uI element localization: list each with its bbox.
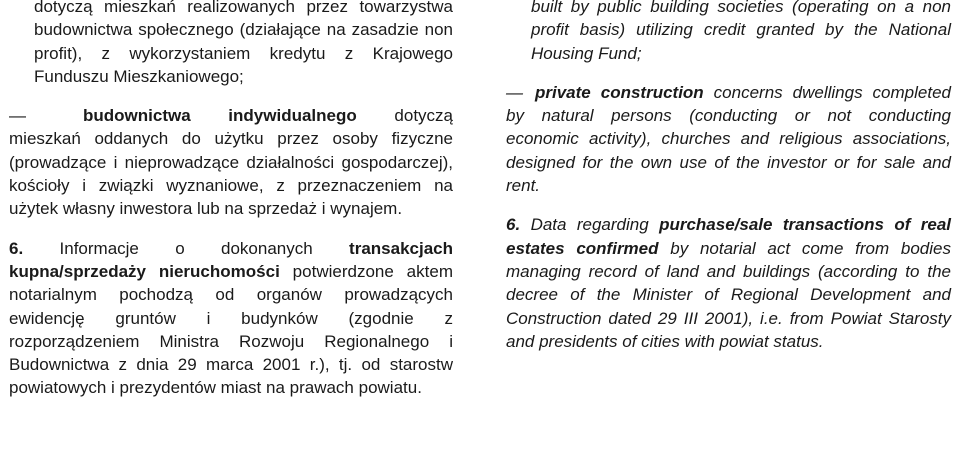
polish-dash-marker: — — [9, 106, 26, 126]
english-item-number: 6. — [506, 215, 521, 235]
polish-transactions-text-b: potwierdzone aktem notarialnym pochodzą od organów prowadzących ewidencję gruntów i budynków (zgodnie z rozporządzeniem Ministra Rozwoju Regionalnego i Budownictwa z dnia 29 marca 2001 r.), tj. od starostw powiatowych i prezydentów miast na prawach powiatu. — [9, 261, 453, 398]
english-paragraph-social-housing-text: built by public building societies (operating on a non profit basis) utilizing credit granted by the National Housing Fund; — [531, 0, 951, 63]
polish-paragraph-individual-construction — [9, 104, 453, 220]
polish-individual-construction-text: dotyczą mieszkań oddanych do użytku przez osoby fizyczne (prowadzące i nieprowadzące działalności gospodarczej), kościoły i związki wyznaniowe, z przeznaczeniem na użytek własny inwestora lub na sprzedaż i wynajem. — [9, 106, 453, 219]
english-column — [506, 0, 951, 353]
english-paragraph-private-construction — [506, 81, 951, 197]
english-paragraph-social-housing — [506, 0, 951, 65]
english-transactions-text-a: Data regarding — [520, 215, 660, 235]
english-term-transactions: purchase/sale transactions of real estates confirmed — [506, 215, 952, 258]
english-transactions-text-b: by notarial act come from bodies managing record of land and buildings (according to the decree of the Minister of Regional Development and Construction dated 29 III 2001), i.e. from Powiat Starosty and presidents of cities with powiat status. — [506, 238, 951, 351]
polish-term-individual-construction: budownictwa indywidualnego — [83, 106, 357, 126]
polish-paragraph-social-housing — [9, 0, 453, 88]
polish-column — [9, 0, 453, 400]
english-paragraph-transactions — [506, 213, 951, 353]
english-term-private-construction: private construction — [535, 82, 704, 102]
english-private-construction-text: concerns dwellings completed by natural persons (conducting or not conducting economic activity), churches and religious associations, designed for the own use of the investor or for sale and rent. — [506, 82, 951, 196]
polish-paragraph-social-housing-text: dotyczą mieszkań realizowanych przez towarzystwa budownictwa społecznego (działające na zasadzie non profit), z wykorzystaniem kredytu z Krajowego Funduszu Mieszkaniowego; — [34, 0, 453, 86]
polish-transactions-text-a: Informacje o dokonanych — [23, 238, 350, 258]
polish-term-transactions: transakcjach kupna/sprzedaży nieruchomości — [9, 238, 453, 281]
polish-paragraph-transactions — [9, 237, 453, 400]
english-dash-marker: — — [506, 82, 523, 102]
polish-item-number: 6. — [9, 238, 24, 258]
